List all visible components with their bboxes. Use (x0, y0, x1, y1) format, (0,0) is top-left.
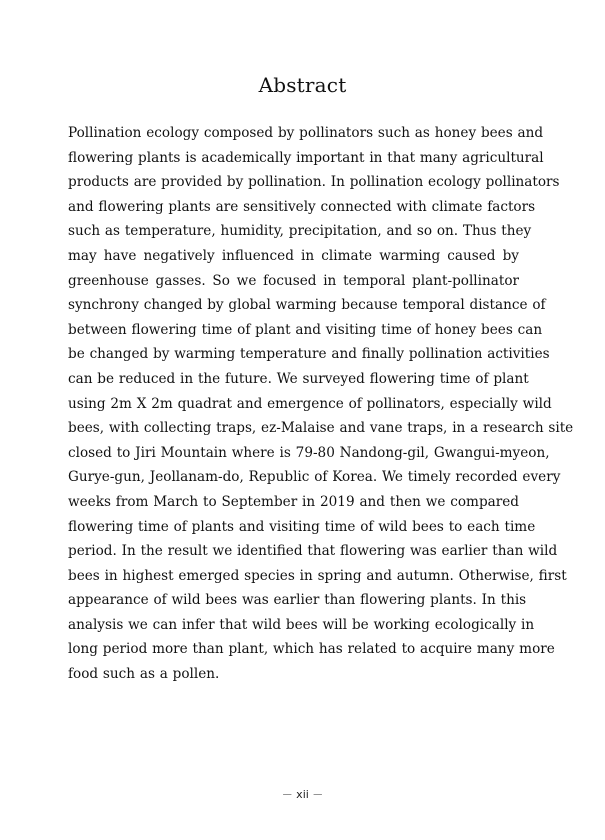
abstract-line: synchrony changed by global warming because temporal distance of (68, 297, 546, 314)
abstract-line: Gurye-gun, Jeollanam-do, Republic of Korea. We timely recorded every (68, 469, 561, 486)
abstract-line: such as temperature, humidity, precipitation, and so on. Thus they (68, 223, 532, 240)
abstract-line: weeks from March to September in 2019 and then we compared (68, 493, 519, 510)
abstract-line: bees in highest emerged species in spring and autumn. Otherwise, first (68, 567, 567, 584)
abstract-line: long period more than plant, which has related to acquire many more (68, 641, 555, 658)
abstract-line: between flowering time of plant and visiting time of honey bees can (68, 321, 543, 338)
abstract-line: period. In the result we identified that flowering was earlier than wild (68, 543, 558, 560)
page-number: － xii － (281, 788, 324, 801)
abstract-line: closed to Jiri Mountain where is 79-80 Nandong-gil, Gwangui-myeon, (68, 444, 550, 461)
abstract-line: may have negatively influenced in climate warming caused by (68, 247, 519, 264)
abstract-line: using 2m X 2m quadrat and emergence of pollinators, especially wild (68, 395, 552, 412)
page-title: Abstract (258, 73, 347, 98)
abstract-line: products are provided by pollination. In pollination ecology pollinators (68, 174, 560, 191)
abstract-line: can be reduced in the future. We surveyed flowering time of plant (68, 370, 529, 387)
abstract-line: analysis we can infer that wild bees will be working ecologically in (68, 616, 535, 633)
abstract-line: appearance of wild bees was earlier than flowering plants. In this (68, 592, 527, 609)
abstract-line: and flowering plants are sensitively connected with climate factors (68, 198, 536, 215)
abstract-line: flowering plants is academically important in that many agricultural (68, 149, 544, 166)
abstract-line: be changed by warming temperature and finally pollination activities (68, 346, 550, 363)
abstract-line: bees, with collecting traps, ez-Malaise and vane traps, in a research site (68, 420, 574, 437)
abstract-line: food such as a pollen. (68, 666, 220, 683)
abstract-line: Pollination ecology composed by pollinators such as honey bees and (68, 125, 544, 141)
abstract-line: greenhouse gasses. So we focused in temporal plant-pollinator (68, 272, 519, 289)
abstract-line: flowering time of plants and visiting time of wild bees to each time (68, 518, 536, 535)
abstract-body (68, 121, 574, 687)
